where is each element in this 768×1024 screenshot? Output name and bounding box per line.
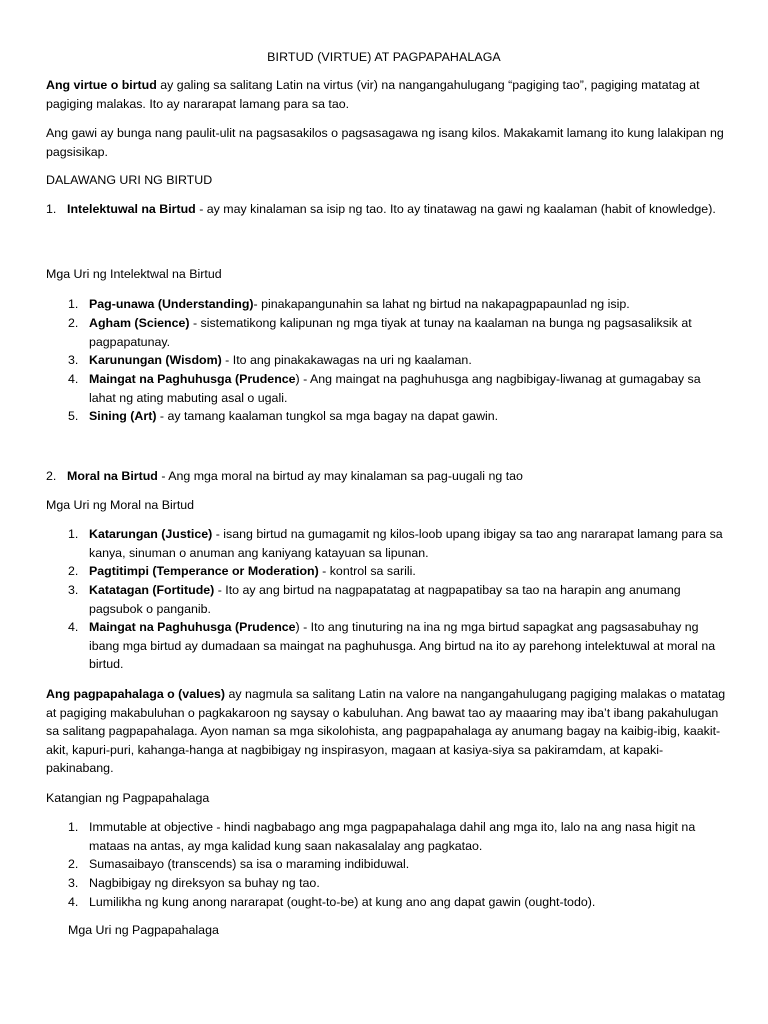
list-item-term: Maingat na Paghuhusga (Prudence xyxy=(89,620,296,634)
list-item-desc: - kontrol sa sarili. xyxy=(318,564,416,578)
list-item-text xyxy=(89,351,729,370)
list-item-term: Katarungan (Justice) xyxy=(89,527,213,541)
list-item-term: Agham (Science) xyxy=(89,316,190,330)
pagpapahalaga-paragraph xyxy=(46,685,726,778)
list-number: 2. xyxy=(46,469,57,483)
list-item-text: Lumilikha ng kung anong nararapat (ought-to-be) at kung ano ang dapat gawin (ought-todo). xyxy=(89,895,596,909)
list-item-text xyxy=(67,200,727,219)
list-item-text xyxy=(89,618,729,674)
list-number: 4. xyxy=(68,895,79,909)
list-item-desc: - sistematikong kalipunan ng mga tiyak at tunay na kaalaman na bunga ng pagsasaliksik at pagpapatunay. xyxy=(89,316,692,349)
list-number: 1. xyxy=(68,820,79,834)
list-item-text: Immutable at objective - hindi nagbabago ang mga pagpapahalaga dahil ang mga ito, lalo na ang nasa higit na mataas na antas, ay mga kalidad kung saan nakasalalay ang pagkatao. xyxy=(89,820,696,853)
list-item-desc: - ay tamang kaalaman tungkol sa mga bagay na dapat gawin. xyxy=(156,409,499,423)
list-number: 5. xyxy=(68,409,79,423)
list-item-desc: - Ito ay ang birtud na nagpapatatag at nagpapatibay sa tao na harapin ang anumang pagsubok o panganib. xyxy=(89,583,681,616)
list-item-term: Pag-unawa (Understanding) xyxy=(89,297,254,311)
list-item-desc: - ay may kinalaman sa isip ng tao. Ito ay tinatawag na gawi ng kaalaman (habit of knowledge). xyxy=(195,202,716,216)
list-item-text xyxy=(89,295,729,314)
pagpapahalaga-text: ay nagmula sa salitang Latin na valore na nangangahulugang pagiging malakas o matatag at pagiging makabuluhan o pagkakaroon ng saysay o kabuluhan. Ang bawat tao ay maaaring may iba’t ibang pakahulugan sa salitang pagpapahalaga. Ayon naman sa mga sikolohista, ang pagpapahalaga ay anumang bagay na kaibig-ibig, kaakit-akit, kapuri-puri, kahanga-hanga at nagbibigay ng inspirasyon, magaan at kasiya-siya sa pakiramdam, at kapaki-pakinabang. xyxy=(46,687,726,775)
pagpapahalaga-bold-term: Ang pagpapahalaga o (values) xyxy=(46,687,226,701)
list-item-term: Pagtitimpi (Temperance or Moderation) xyxy=(89,564,319,578)
list-item-text: Nagbibigay ng direksyon sa buhay ng tao. xyxy=(89,876,320,890)
intro-paragraph-virtue xyxy=(46,76,726,113)
intro-text: ay galing sa salitang Latin na virtus (vir) na nangangahulugang “pagiging tao”, pagiging matatag at pagiging malakas. Ito ay nararapat lamang para sa tao. xyxy=(46,78,700,111)
list-item-term: Sining (Art) xyxy=(89,409,157,423)
list-number: 2. xyxy=(68,564,79,578)
list-item-text: Sumasaibayo (transcends) sa isa o maraming indibiduwal. xyxy=(89,857,410,871)
list-item-desc: ) - Ito ang tinuturing na ina ng mga birtud sapagkat ang pagsasabuhay ng ibang mga birtud ay dumadaan sa maingat na paghuhusga. Ang birtud na ito ay parehong intelektuwal at moral na birtud. xyxy=(89,620,716,671)
heading-moral: Mga Uri ng Moral na Birtud xyxy=(46,498,195,512)
list-item-text xyxy=(89,562,729,581)
list-item-term: Moral na Birtud xyxy=(67,469,158,483)
document-title: BIRTUD (VIRTUE) AT PAGPAPAHALAGA xyxy=(267,50,501,64)
list-number: 3. xyxy=(68,876,79,890)
list-item-text xyxy=(89,581,729,618)
list-item-text xyxy=(89,525,729,562)
list-number: 4. xyxy=(68,620,79,634)
list-item-text xyxy=(67,467,727,486)
list-item-desc: - Ito ang pinakakawagas na uri ng kaalaman. xyxy=(221,353,472,367)
list-number: 2. xyxy=(68,316,79,330)
list-number: 1. xyxy=(68,527,79,541)
heading-uri-pagpapahalaga: Mga Uri ng Pagpapahalaga xyxy=(68,923,219,937)
intro-bold-term: Ang virtue o birtud xyxy=(46,78,157,92)
list-number: 4. xyxy=(68,372,79,386)
list-item-term: Karunungan (Wisdom) xyxy=(89,353,222,367)
intro-paragraph-gawi: Ang gawi ay bunga nang paulit-ulit na pagsasakilos o pagsasagawa ng isang kilos. Makakamit lamang ito kung lalakipan ng pagsisikap. xyxy=(46,126,724,159)
list-item-desc: - isang birtud na gumagamit ng kilos-loob upang ibigay sa tao ang nararapat lamang para sa kanya, sinuman o anuman ang kaniyang katayuan sa lipunan. xyxy=(89,527,723,560)
list-item-desc: - Ang mga moral na birtud ay may kinalaman sa pag-uugali ng tao xyxy=(157,469,523,483)
list-item-text xyxy=(89,407,729,426)
list-item-term: Intelektuwal na Birtud xyxy=(67,202,196,216)
heading-intelektwal: Mga Uri ng Intelektwal na Birtud xyxy=(46,267,222,281)
list-number: 1. xyxy=(68,297,79,311)
heading-katangian: Katangian ng Pagpapahalaga xyxy=(46,791,210,805)
list-number: 3. xyxy=(68,583,79,597)
list-item-text xyxy=(89,314,729,351)
list-item-text xyxy=(89,370,729,407)
list-item-desc: - pinakapangunahin sa lahat ng birtud na nakapagpapaunlad ng isip. xyxy=(253,297,630,311)
list-number: 2. xyxy=(68,857,79,871)
list-item-desc: ) - Ang maingat na paghuhusga ang nagbibigay-liwanag at gumagabay sa lahat ng ating mabuting asal o ugali. xyxy=(89,372,701,405)
list-item-term: Katatagan (Fortitude) xyxy=(89,583,215,597)
list-number: 3. xyxy=(68,353,79,367)
heading-dalawang-uri: DALAWANG URI NG BIRTUD xyxy=(46,173,213,187)
list-item-term: Maingat na Paghuhusga (Prudence xyxy=(89,372,296,386)
list-number: 1. xyxy=(46,202,57,216)
